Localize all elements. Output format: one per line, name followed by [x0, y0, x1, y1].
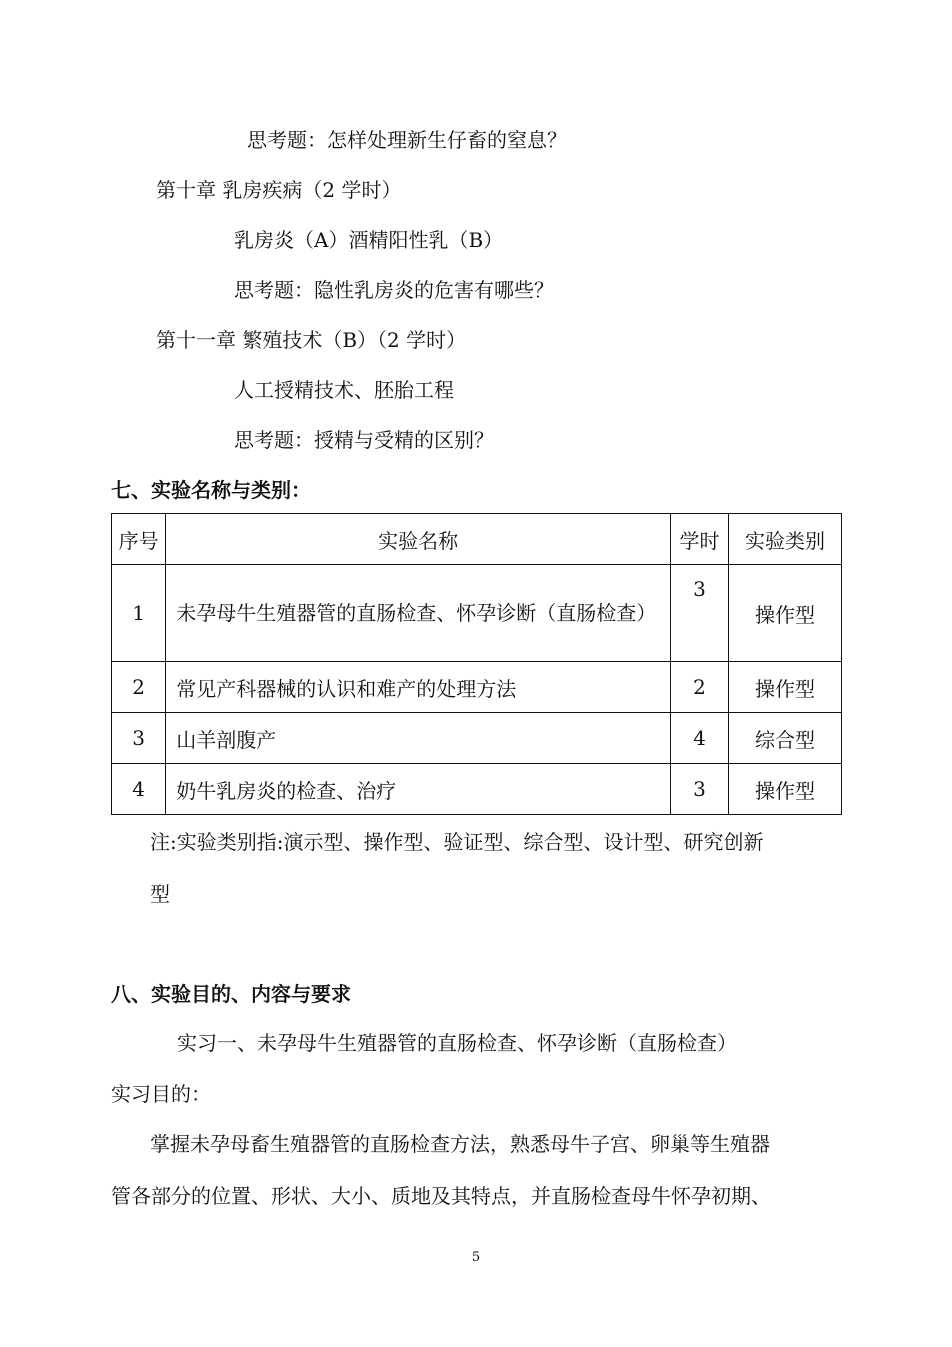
practice-title: 实习一、未孕母牛生殖器管的直肠检查、怀孕诊断（直肠检查）	[177, 1031, 737, 1055]
row-name: 未孕母牛生殖器管的直肠检查、怀孕诊断（直肠检查）	[166, 565, 671, 662]
purpose-label: 实习目的：	[111, 1082, 211, 1106]
header-no: 序号	[112, 514, 166, 565]
row-no: 3	[112, 713, 166, 764]
header-type: 实验类别	[729, 514, 842, 565]
table-header-row	[112, 514, 842, 565]
section7-heading: 七、实验名称与类别：	[111, 478, 311, 502]
experiment-table	[111, 513, 842, 815]
table-row	[112, 764, 842, 815]
chapter11-title: 第十一章 繁殖技术（B）（2 学时）	[156, 328, 467, 352]
chapter10-question: 思考题：隐性乳房炎的危害有哪些？	[234, 278, 554, 302]
chapter10-title: 第十章 乳房疾病（2 学时）	[156, 178, 402, 202]
purpose-paragraph-line1: 掌握未孕母畜生殖器管的直肠检查方法，熟悉母牛子宫、卵巢等生殖器	[150, 1132, 770, 1156]
row-hours: 3	[670, 764, 728, 815]
table-note: 注:实验类别指:演示型、操作型、验证型、综合型、设计型、研究创新	[150, 830, 764, 854]
row-type: 操作型	[729, 764, 842, 815]
purpose-paragraph-line2: 管各部分的位置、形状、大小、质地及其特点，并直肠检查母牛怀孕初期、	[111, 1184, 771, 1208]
page-number: 5	[471, 1250, 481, 1265]
row-type: 操作型	[729, 662, 842, 713]
chapter11-content: 人工授精技术、胚胎工程	[234, 378, 454, 402]
row-type: 操作型	[729, 565, 842, 662]
row-type: 综合型	[729, 713, 842, 764]
table-row	[112, 565, 842, 662]
row-hours: 2	[670, 662, 728, 713]
chapter10-content: 乳房炎（A）酒精阳性乳（B）	[234, 228, 504, 252]
row-name: 常见产科器械的认识和难产的处理方法	[166, 662, 671, 713]
row-name: 山羊剖腹产	[166, 713, 671, 764]
row-no: 2	[112, 662, 166, 713]
section8-heading: 八、实验目的、内容与要求	[111, 982, 351, 1006]
table-row	[112, 662, 842, 713]
row-hours: 3	[670, 565, 728, 662]
row-hours: 4	[670, 713, 728, 764]
header-name: 实验名称	[166, 514, 671, 565]
row-name: 奶牛乳房炎的检查、治疗	[166, 764, 671, 815]
row-no: 1	[112, 565, 166, 662]
row-no: 4	[112, 764, 166, 815]
chapter11-question: 思考题：授精与受精的区别？	[234, 428, 494, 452]
header-hours: 学时	[670, 514, 728, 565]
table-row	[112, 713, 842, 764]
chapter9-question: 思考题：怎样处理新生仔畜的窒息？	[247, 128, 567, 152]
table-note-continued: 型	[150, 882, 170, 906]
